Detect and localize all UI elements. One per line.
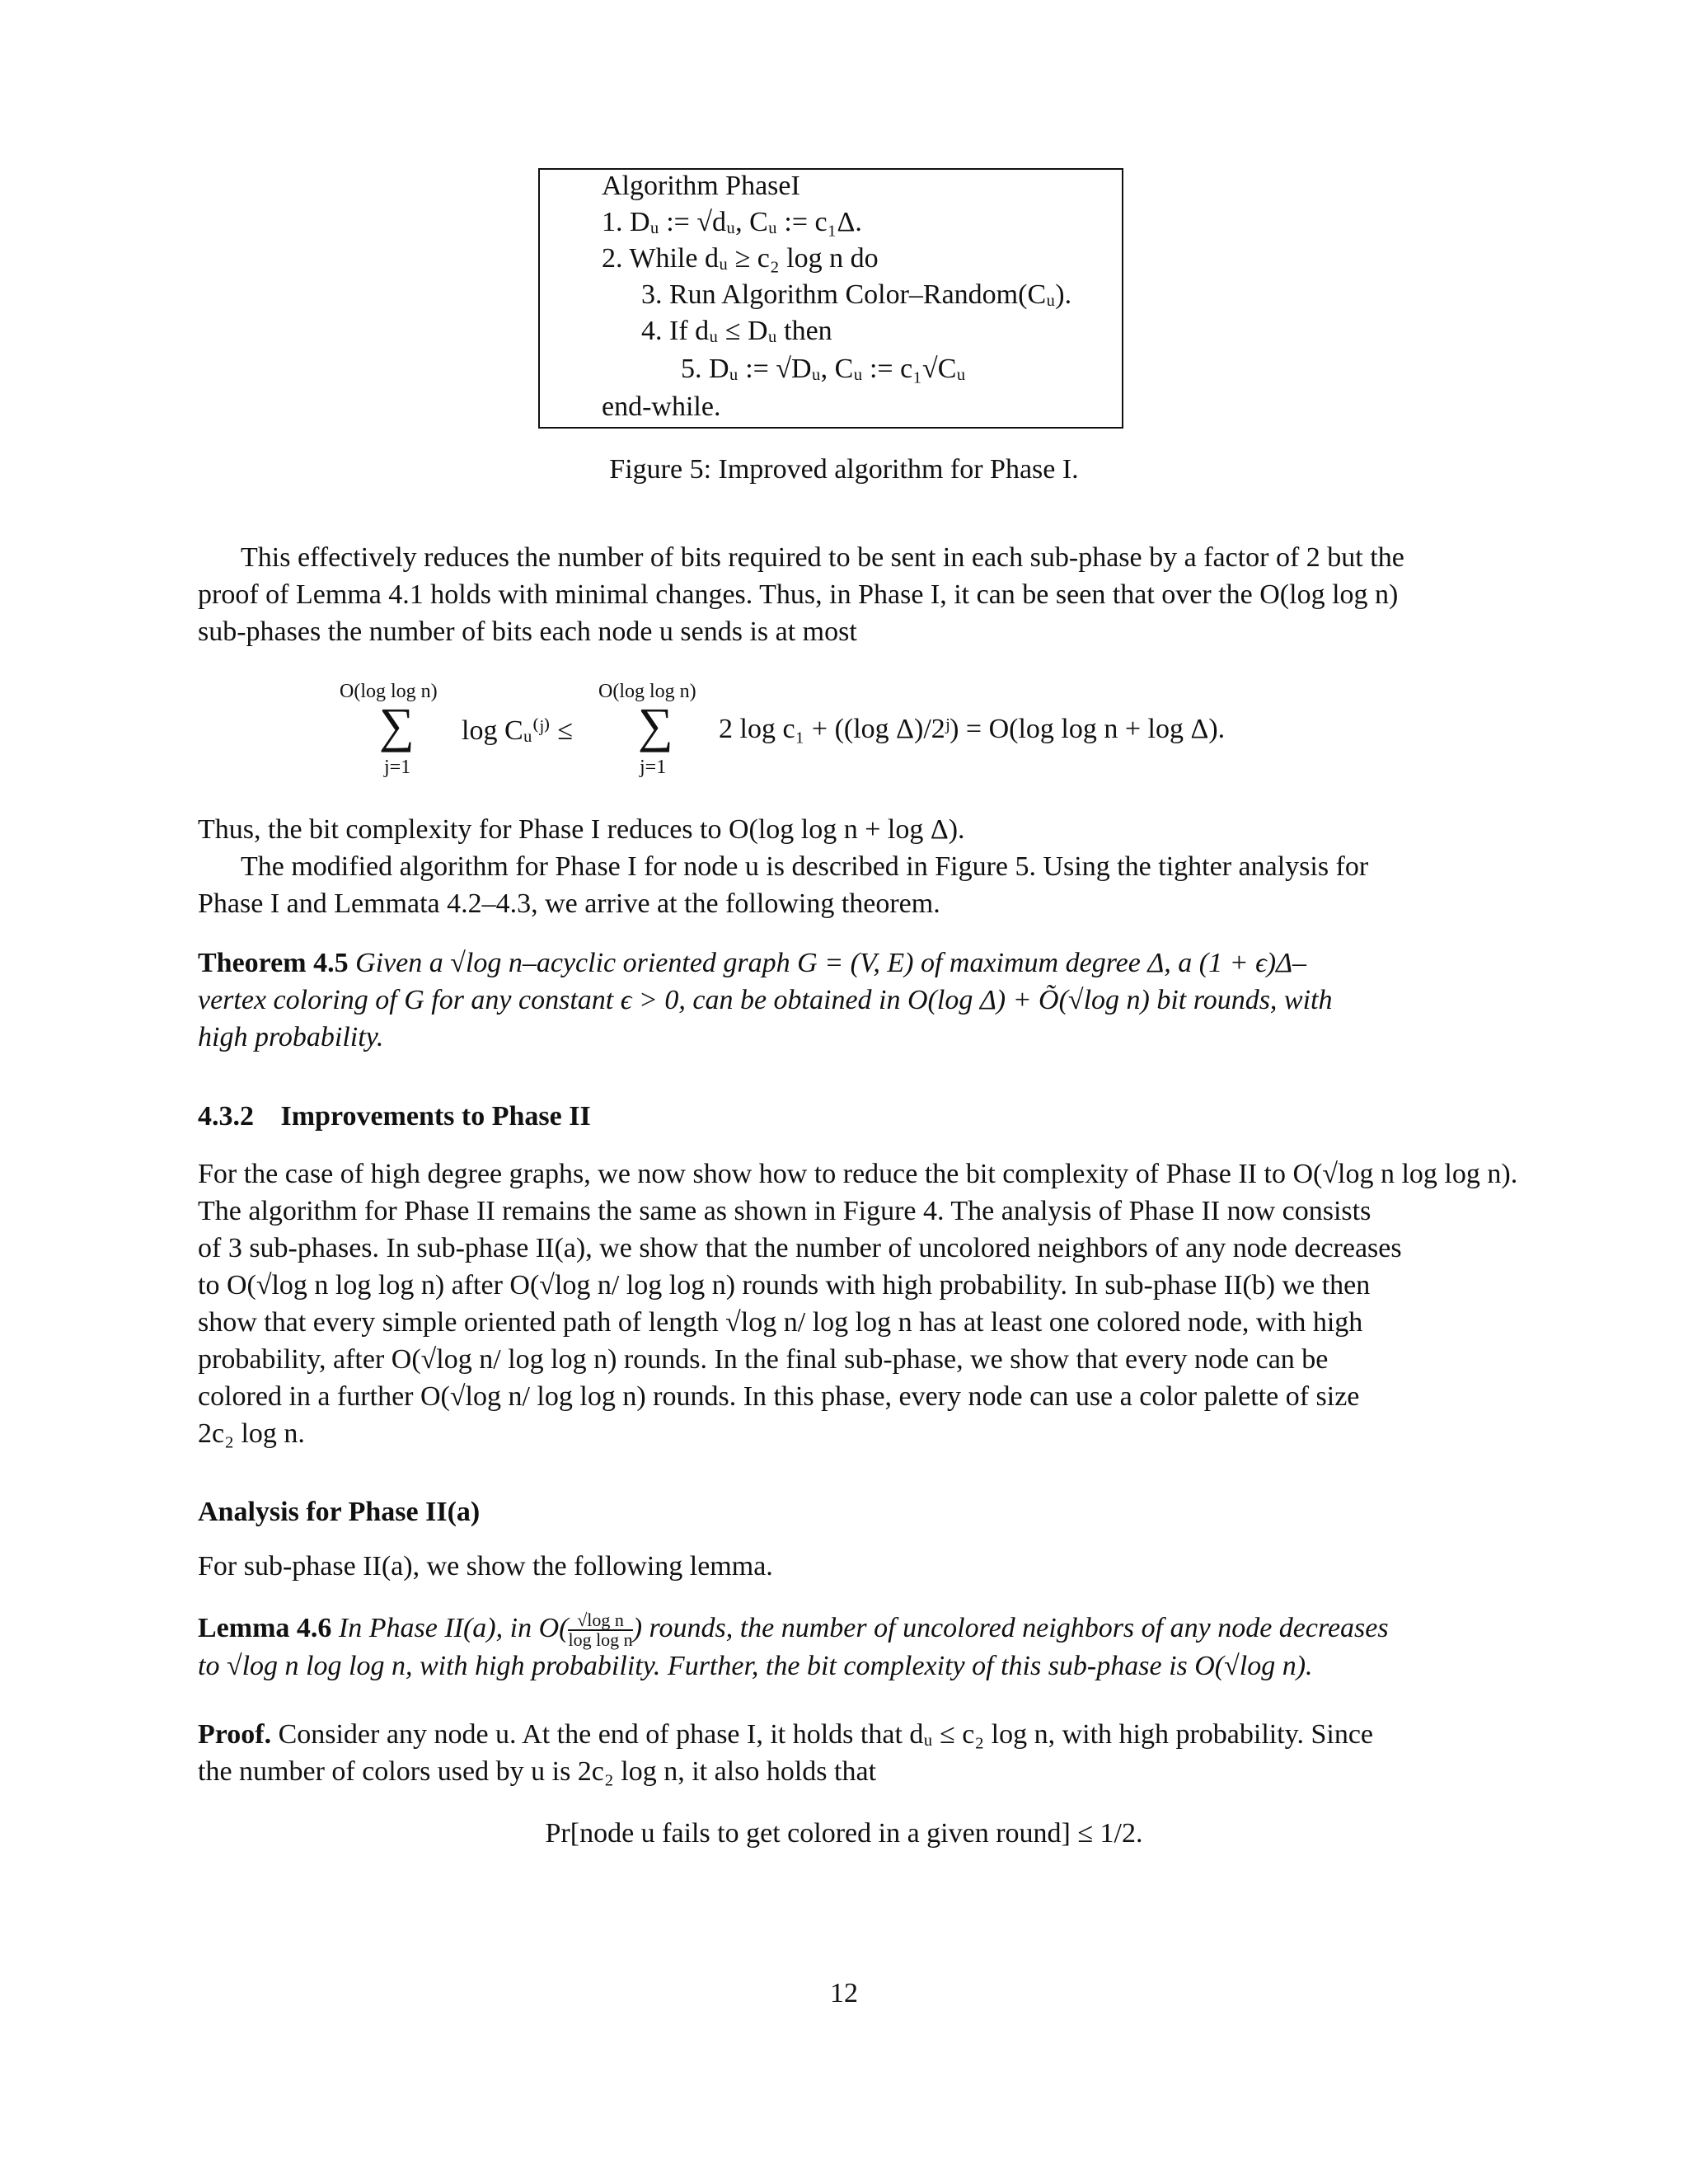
paragraph-3-line-2: The algorithm for Phase II remains the same as shown in Figure 4. The analysis of Phase II now consists (198, 1196, 1372, 1226)
paragraph-3-line-8: 2c₂ log n. (198, 1418, 305, 1449)
lemma-line-2: to √log n log log n, with high probability. Further, the bit complexity of this sub-phase is O(√log n). (198, 1651, 1313, 1681)
lemma-fraction-numerator: √log n (568, 1611, 632, 1631)
paragraph-2-line-3: Phase I and Lemmata 4.2–4.3, we arrive at the following theorem. (198, 888, 940, 919)
paragraph-2 (198, 811, 1467, 922)
paragraph-3-line-6: probability, after O(√log n/ log log n) rounds. In the final sub-phase, we show that every node can be (198, 1344, 1329, 1375)
paragraph-1-line-3: sub-phases the number of bits each node u sends is at most (198, 616, 857, 647)
theorem-4-5 (198, 944, 1467, 1056)
sum-1-term: log Cᵤ⁽ʲ⁾ ≤ (462, 715, 573, 746)
theorem-line-2: vertex coloring of G for any constant ϵ > 0, can be obtained in O(log Δ) + Õ(√log n) bit rounds, with (198, 985, 1333, 1015)
section-heading (198, 1098, 591, 1135)
theorem-label: Theorem 4.5 (198, 948, 349, 978)
sum-2-term: 2 log c₁ + ((log Δ)/2ʲ) = O(log log n + log Δ). (719, 714, 1226, 744)
proof-line-2: the number of colors used by u is 2c₂ log n, it also holds that (198, 1756, 877, 1787)
paragraph-3 (198, 1155, 1518, 1452)
sum-2-upper-limit: O(log log n) (598, 681, 696, 702)
algorithm-line-1: 1. Dᵤ := √dᵤ, Cᵤ := c₁Δ. (602, 207, 862, 237)
paragraph-4: For sub-phase II(a), we show the following lemma. (198, 1551, 773, 1582)
page-number: 12 (830, 1978, 858, 2008)
proof (198, 1716, 1467, 1790)
lemma-fraction (568, 1611, 632, 1649)
sum-1-lower-limit: j=1 (384, 757, 411, 778)
theorem-line-1: Given a √log n–acyclic oriented graph G = (V, E) of maximum degree Δ, a (1 + ϵ)Δ– (355, 948, 1307, 978)
lemma-fraction-denominator: log log n (568, 1629, 633, 1651)
algorithm-line-6: end-while. (602, 391, 721, 422)
section-number: 4.3.2 (198, 1101, 254, 1132)
paragraph-1-line-2: proof of Lemma 4.1 holds with minimal changes. Thus, in Phase I, it can be seen that over the O(log log n) (198, 579, 1399, 610)
sum-1-upper-limit: O(log log n) (340, 681, 438, 702)
probability-equation: Pr[node u fails to get colored in a given round] ≤ 1/2. (545, 1818, 1143, 1849)
paragraph-3-line-7: colored in a further O(√log n/ log log n) rounds. In this phase, every node can use a color palette of size (198, 1381, 1360, 1412)
paragraph-2-line-1: Thus, the bit complexity for Phase I reduces to O(log log n + log Δ). (198, 814, 965, 845)
paragraph-3-line-5: show that every simple oriented path of length √log n/ log log n has at least one colored node, with high (198, 1307, 1363, 1338)
paragraph-3-line-1: For the case of high degree graphs, we now show how to reduce the bit complexity of Phase II to O(√log n log log n). (198, 1159, 1518, 1189)
paragraph-3-line-3: of 3 sub-phases. In sub-phase II(a), we show that the number of uncolored neighbors of any node decreases (198, 1233, 1402, 1263)
lemma-4-6 (198, 1607, 1467, 1683)
lemma-line-1b: ) rounds, the number of uncolored neighbors of any node decreases (632, 1613, 1389, 1643)
proof-line-1: Consider any node u. At the end of phase I, it holds that dᵤ ≤ c₂ log n, with high probability. Since (278, 1719, 1374, 1750)
sum-1-sigma: ∑ (379, 698, 415, 752)
sum-2-lower-limit: j=1 (640, 757, 667, 778)
algorithm-line-4: 4. If dᵤ ≤ Dᵤ then (641, 316, 832, 346)
section-title: Improvements to Phase II (280, 1101, 591, 1132)
paragraph-1 (198, 539, 1467, 650)
paragraph-1-line-1: This effectively reduces the number of bits required to be sent in each sub-phase by a factor of 2 but the (241, 542, 1404, 573)
paragraph-2-line-2: The modified algorithm for Phase I for node u is described in Figure 5. Using the tighter analysis for (241, 851, 1369, 882)
algorithm-line-3: 3. Run Algorithm Color–Random(Cᵤ). (641, 279, 1072, 310)
theorem-line-3: high probability. (198, 1022, 384, 1052)
algorithm-line-2: 2. While dᵤ ≥ c₂ log n do (602, 243, 879, 274)
figure-caption: Figure 5: Improved algorithm for Phase I. (609, 454, 1079, 485)
lemma-line-1a: In Phase II(a), in O( (338, 1613, 569, 1643)
algorithm-line-5: 5. Dᵤ := √Dᵤ, Cᵤ := c₁√Cᵤ (681, 354, 966, 384)
lemma-label: Lemma 4.6 (198, 1613, 332, 1643)
sum-2-sigma: ∑ (638, 698, 673, 752)
algorithm-title: Algorithm PhaseI (602, 171, 800, 201)
paragraph-3-line-4: to O(√log n log log n) after O(√log n/ log log n) rounds with high probability. In sub-phase II(b) we then (198, 1270, 1371, 1301)
subheading-phase-2a: Analysis for Phase II(a) (198, 1497, 481, 1527)
proof-label: Proof. (198, 1719, 272, 1750)
